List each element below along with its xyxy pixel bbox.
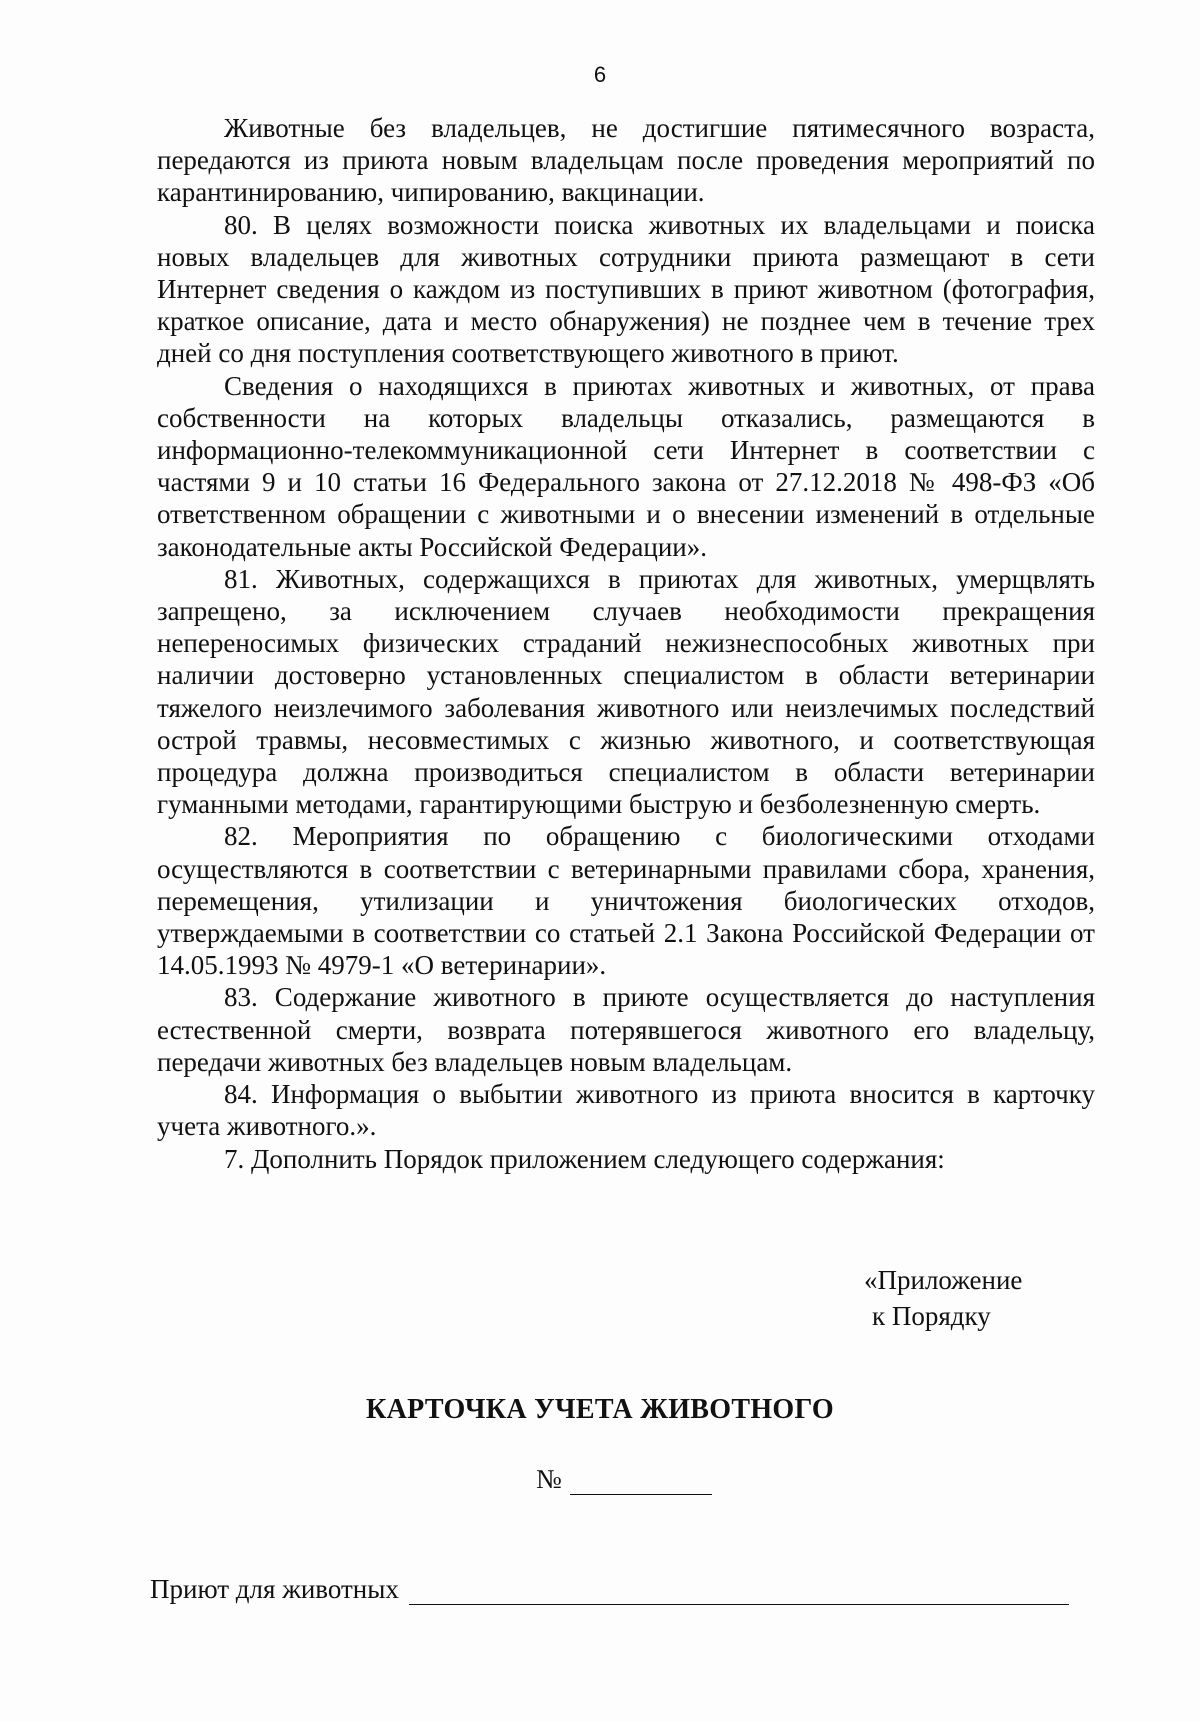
card-title: КАРТОЧКА УЧЕТА ЖИВОТНОГО [366,1394,834,1425]
appendix-note [864,1262,1022,1334]
paragraph-82: 82. Мероприятия по обращению с биологическими отходами осуществляются в соответствии с ветеринарными правилами сбора, хранения, перемещения, утилизации и уничтожения биологических отходов, утверждаемыми в соответствии со статьей 2.1 Закона Российской Федерации от 14.05.1993 № 4979-1 «О ветеринарии». [157,821,1095,981]
paragraph-84: 84. Информация о выбытии животного из приюта вносится в карточку учета животного.». [157,1079,1095,1142]
card-number-label: № [536,1464,562,1494]
body-text [157,112,1095,1175]
shelter-field [150,1574,1069,1605]
paragraph-83: 83. Содержание животного в приюте осуществляется до наступления естественной смерти, возврата потерявшегося животного его владельцу, передачи животных без владельцев новым владельцам. [157,982,1095,1077]
shelter-blank [409,1578,1069,1605]
card-number-blank [570,1468,712,1495]
appendix-line-1: «Приложение [864,1265,1023,1295]
appendix-line-2: к Порядку [872,1301,991,1331]
paragraph-7: 7. Дополнить Порядок приложением следующего содержания: [224,1143,945,1174]
shelter-label: Приют для животных [150,1574,399,1604]
card-number-field [536,1464,712,1495]
page-number: 6 [593,62,607,87]
paragraph-81: 81. Животных, содержащихся в приютах для животных, умерщвлять запрещено, за исключением случаев необходимости прекращения непереносимых физических страданий нежизнеспособных животных при наличии достоверно установленных специалистом в области ветеринарии тяжелого неизлечимого заболевания животного или неизлечимых последствий острой травмы, несовместимых с жизнью животного, и соответствующая процедура должна производиться специалистом в области ветеринарии гуманными методами, гарантирующими быструю и безболезненную смерть. [157,563,1095,820]
paragraph-shelter-transfer: Животные без владельцев, не достигшие пятимесячного возраста, передаются из приюта новым владельцам после проведения мероприятий по карантинированию, чипированию, вакцинации. [157,113,1095,208]
paragraph-80: 80. В целях возможности поиска животных их владельцами и поиска новых владельцев для животных сотрудники приюта размещают в сети Интернет сведения о каждом из поступивших в приют животном (фотография, краткое описание, дата и место обнаружения) не позднее чем в течение трех дней со дня поступления соответствующего животного в приют. [157,209,1095,369]
paragraph-internet-info: Сведения о находящихся в приютах животных и животных, от права собственности на которых владельцы отказались, размещаются в информационно-телекоммуникационной сети Интернет в соответствии с частями 9 и 10 статьи 16 Федерального закона от 27.12.2018 № 498-ФЗ «Об ответственном обращении с животными и о внесении изменений в отдельные законодательные акты Российской Федерации». [157,370,1095,562]
